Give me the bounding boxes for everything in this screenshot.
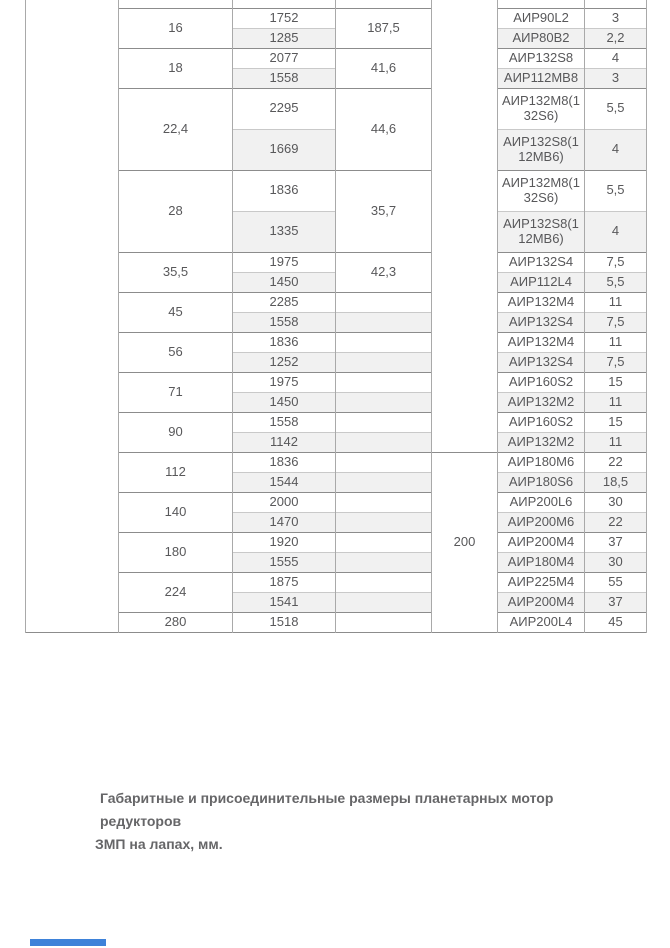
table-container <box>25 0 648 672</box>
mid-cell <box>336 332 432 352</box>
ratio-cell: 280 <box>119 612 233 632</box>
power-cell: 5,5 <box>585 88 647 129</box>
table-body <box>26 0 647 632</box>
power-cell: 22 <box>585 512 647 532</box>
motor-cell: АИР200М4 <box>498 592 585 612</box>
motor-cell: АИР132М2 <box>498 432 585 452</box>
table-row <box>26 532 647 552</box>
table-caption <box>95 787 620 856</box>
motor-cell: АИР132М4 <box>498 332 585 352</box>
table-row <box>26 48 647 68</box>
motor-cell: АИР132М8(132S6) <box>498 170 585 211</box>
value-cell: 1558 <box>233 312 336 332</box>
ratio-cell: 45 <box>119 292 233 332</box>
value-cell: 1836 <box>233 452 336 472</box>
table-row <box>26 492 647 512</box>
mid-cell: 44,6 <box>336 88 432 170</box>
motor-cell: АИР132М2 <box>498 392 585 412</box>
spacer-cell-top <box>432 0 498 452</box>
motor-cell: АИР225М4 <box>498 572 585 592</box>
value-cell: 1875 <box>233 572 336 592</box>
value-cell: 1285 <box>233 28 336 48</box>
power-cell: 37 <box>585 592 647 612</box>
caption-line-2: ЗМП на лапах, мм. <box>95 836 223 852</box>
mid-cell <box>336 472 432 492</box>
motor-cell: АИР112МВ8 <box>498 68 585 88</box>
power-cell: 7,5 <box>585 252 647 272</box>
motor-cell: АИР132S4 <box>498 312 585 332</box>
value-cell: 1544 <box>233 472 336 492</box>
value-cell: 1836 <box>233 332 336 352</box>
ratio-cell: 28 <box>119 170 233 252</box>
mid-cell <box>336 412 432 432</box>
motor-cell: АИР200М4 <box>498 532 585 552</box>
motor-cell: АИР132S4 <box>498 352 585 372</box>
power-cell: 11 <box>585 292 647 312</box>
power-cell: 45 <box>585 612 647 632</box>
ratio-cell: 180 <box>119 532 233 572</box>
power-cell: 37 <box>585 532 647 552</box>
motor-cell: АИР180М6 <box>498 452 585 472</box>
motor-cell: АИР132S8 <box>498 48 585 68</box>
ratio-cell: 18 <box>119 48 233 88</box>
mid-cell: 35,7 <box>336 170 432 252</box>
motor-cell: АИР132S8(112МВ6) <box>498 211 585 252</box>
mid-cell <box>336 392 432 412</box>
table-row <box>26 332 647 352</box>
value-cell: 1335 <box>233 211 336 252</box>
partial-cell <box>119 0 233 8</box>
motor-reducer-table <box>25 0 647 633</box>
mid-cell <box>336 452 432 472</box>
mid-cell: 41,6 <box>336 48 432 88</box>
mid-cell <box>336 372 432 392</box>
mid-cell <box>336 592 432 612</box>
power-cell: 5,5 <box>585 272 647 292</box>
footer-blue-bar <box>30 939 106 946</box>
spacer-cell-bottom: 200 <box>432 452 498 632</box>
value-cell: 1558 <box>233 412 336 432</box>
power-cell: 3 <box>585 8 647 28</box>
ratio-cell: 16 <box>119 8 233 48</box>
value-cell: 1541 <box>233 592 336 612</box>
motor-cell: АИР180S6 <box>498 472 585 492</box>
table-row <box>26 170 647 211</box>
value-cell: 2000 <box>233 492 336 512</box>
table-row <box>26 572 647 592</box>
table-row <box>26 372 647 392</box>
ratio-cell: 35,5 <box>119 252 233 292</box>
power-cell: 11 <box>585 332 647 352</box>
power-cell: 30 <box>585 492 647 512</box>
value-cell: 2285 <box>233 292 336 312</box>
value-cell: 1752 <box>233 8 336 28</box>
partial-cell <box>336 0 432 8</box>
power-cell: 2,2 <box>585 28 647 48</box>
power-cell: 30 <box>585 552 647 572</box>
power-cell: 15 <box>585 412 647 432</box>
partial-cell <box>233 0 336 8</box>
ratio-cell: 71 <box>119 372 233 412</box>
left-empty-cell <box>26 0 119 632</box>
motor-cell: АИР80В2 <box>498 28 585 48</box>
value-cell: 1252 <box>233 352 336 372</box>
value-cell: 2295 <box>233 88 336 129</box>
value-cell: 1669 <box>233 129 336 170</box>
mid-cell <box>336 492 432 512</box>
value-cell: 1558 <box>233 68 336 88</box>
table-row <box>26 412 647 432</box>
mid-cell <box>336 532 432 552</box>
power-cell: 4 <box>585 129 647 170</box>
table-row <box>26 8 647 28</box>
motor-cell: АИР200L4 <box>498 612 585 632</box>
motor-cell: АИР132S4 <box>498 252 585 272</box>
value-cell: 1142 <box>233 432 336 452</box>
table-row <box>26 88 647 129</box>
motor-cell: АИР160S2 <box>498 412 585 432</box>
motor-cell: АИР200L6 <box>498 492 585 512</box>
ratio-cell: 112 <box>119 452 233 492</box>
power-cell: 11 <box>585 432 647 452</box>
value-cell: 1518 <box>233 612 336 632</box>
value-cell: 2077 <box>233 48 336 68</box>
motor-cell: АИР132М8(132S6) <box>498 88 585 129</box>
motor-cell: АИР112L4 <box>498 272 585 292</box>
power-cell: 4 <box>585 211 647 252</box>
power-cell: 4 <box>585 48 647 68</box>
power-cell: 5,5 <box>585 170 647 211</box>
ratio-cell: 224 <box>119 572 233 612</box>
mid-cell <box>336 552 432 572</box>
mid-cell <box>336 572 432 592</box>
power-cell: 15 <box>585 372 647 392</box>
mid-cell <box>336 432 432 452</box>
motor-cell: АИР132S8(112МВ6) <box>498 129 585 170</box>
value-cell: 1450 <box>233 272 336 292</box>
caption-line-1: Габаритные и присоединительные размеры планетарных мотор редукторов <box>100 790 554 829</box>
ratio-cell: 56 <box>119 332 233 372</box>
ratio-cell: 140 <box>119 492 233 532</box>
ratio-cell: 90 <box>119 412 233 452</box>
power-cell: 55 <box>585 572 647 592</box>
value-cell: 1450 <box>233 392 336 412</box>
power-cell: 7,5 <box>585 312 647 332</box>
value-cell: 1470 <box>233 512 336 532</box>
mid-cell <box>336 612 432 632</box>
table-row-partial <box>26 0 647 8</box>
mid-cell <box>336 512 432 532</box>
motor-cell: АИР180М4 <box>498 552 585 572</box>
table-row <box>26 252 647 272</box>
value-cell: 1555 <box>233 552 336 572</box>
power-cell: 22 <box>585 452 647 472</box>
power-cell: 11 <box>585 392 647 412</box>
ratio-cell: 22,4 <box>119 88 233 170</box>
mid-cell: 187,5 <box>336 8 432 48</box>
power-cell: 18,5 <box>585 472 647 492</box>
value-cell: 1975 <box>233 372 336 392</box>
value-cell: 1836 <box>233 170 336 211</box>
value-cell: 1920 <box>233 532 336 552</box>
motor-cell: АИР160S2 <box>498 372 585 392</box>
motor-cell: АИР200М6 <box>498 512 585 532</box>
mid-cell <box>336 352 432 372</box>
table-row <box>26 452 647 472</box>
table-row <box>26 612 647 632</box>
partial-cell <box>498 0 585 8</box>
table-row <box>26 292 647 312</box>
mid-cell: 42,3 <box>336 252 432 292</box>
power-cell: 3 <box>585 68 647 88</box>
partial-cell <box>585 0 647 8</box>
mid-cell <box>336 292 432 312</box>
motor-cell: АИР132М4 <box>498 292 585 312</box>
value-cell: 1975 <box>233 252 336 272</box>
motor-cell: АИР90L2 <box>498 8 585 28</box>
power-cell: 7,5 <box>585 352 647 372</box>
mid-cell <box>336 312 432 332</box>
